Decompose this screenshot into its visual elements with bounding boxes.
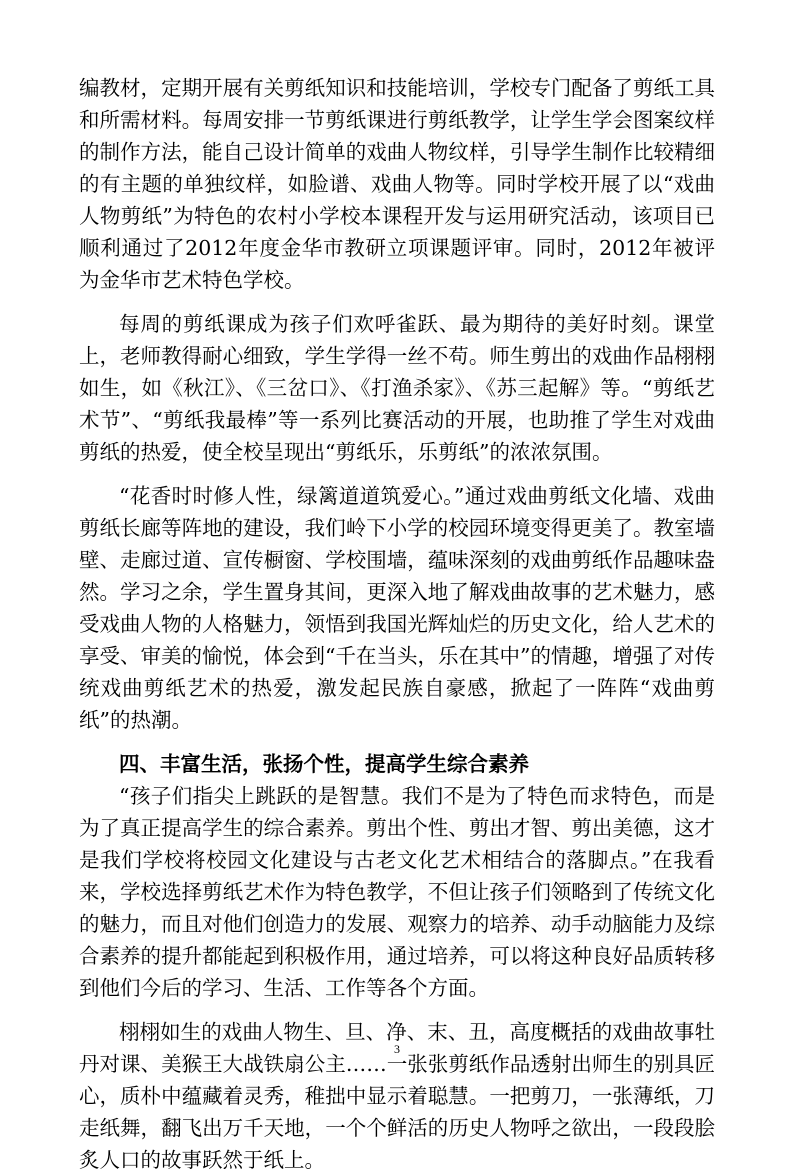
body-paragraph-5: 栩栩如生的戏曲人物生、旦、净、末、丑，高度概括的戏曲故事牡丹对课、美猴王大战铁扇公主……一张张剪纸作品透射出师生的别具匠心，质朴中蕴藏着灵秀，稚拙中显示着聪慧。一把剪刀，一张薄纸，刀走纸舞，翻飞出万千天地，一个个鲜活的历史人物呼之欲出，一段段脍炙人口的故事跃然于纸上。 [79, 1020, 715, 1172]
body-paragraph-3: “花香时时修人性，绿篱道道筑爱心。”通过戏曲剪纸文化墙、戏曲剪纸长廊等阵地的建设，我们岭下小学的校园环境变得更美了。教室墙壁、走廊过道、宣传橱窗、学校围墙，蕴味深刻的戏曲剪纸作品趣味盎然。学习之余，学生置身其间，更深入地了解戏曲故事的艺术魅力，感受戏曲人物的人格魅力，领悟到我国光辉灿烂的历史文化，给人艺术的享受、审美的愉悦，体会到“千在当头，乐在其中”的情趣，增强了对传统戏曲剪纸艺术的热爱，激发起民族自豪感，掀起了一阵阵“戏曲剪纸”的热潮。 [79, 484, 715, 732]
page-number: 3 [394, 1042, 400, 1056]
section-heading: 四、丰富生活，张扬个性，提高学生综合素养 [119, 752, 529, 776]
body-paragraph-4: “孩子们指尖上跳跃的是智慧。我们不是为了特色而求特色，而是为了真正提高学生的综合素养。剪出个性、剪出才智、剪出美德，这才是我们学校将校园文化建设与古老文化艺术相结合的落脚点。”在我看来，学校选择剪纸艺术作为特色教学，不但让孩子们领略到了传统文化的魅力，而且对他们创造力的发展、观察力的培养、动手动脑能力及综合素养的提升都能起到积极作用，通过培养，可以将这种良好品质转移到他们今后的学习、生活、工作等各个方面。 [79, 784, 715, 1000]
body-paragraph-2: 每周的剪纸课成为孩子们欢呼雀跃、最为期待的美好时刻。课堂上，老师教得耐心细致，学生学得一丝不苟。师生剪出的戏曲作品栩栩如生，如《秋江》、《三岔口》、《打渔杀家》、《苏三起解》等。“剪纸艺术节”、“剪纸我最棒”等一系列比赛活动的开展，也助推了学生对戏曲剪纸的热爱，使全校呈现出“剪纸乐，乐剪纸”的浓浓氛围。 [79, 312, 715, 464]
body-paragraph-1: 编教材，定期开展有关剪纸知识和技能培训，学校专门配备了剪纸工具和所需材料。每周安排一节剪纸课进行剪纸教学，让学生学会图案纹样的制作方法，能自己设计简单的戏曲人物纹样，引导学生制作比较精细的有主题的单独纹样，如脸谱、戏曲人物等。同时学校开展了以“戏曲人物剪纸”为特色的农村小学校本课程开发与运用研究活动，该项目已顺利通过了2012年度金华市教研立项课题评审。同时，2012年被评为金华市艺术特色学校。 [79, 76, 715, 292]
document-page [79, 72, 715, 1176]
